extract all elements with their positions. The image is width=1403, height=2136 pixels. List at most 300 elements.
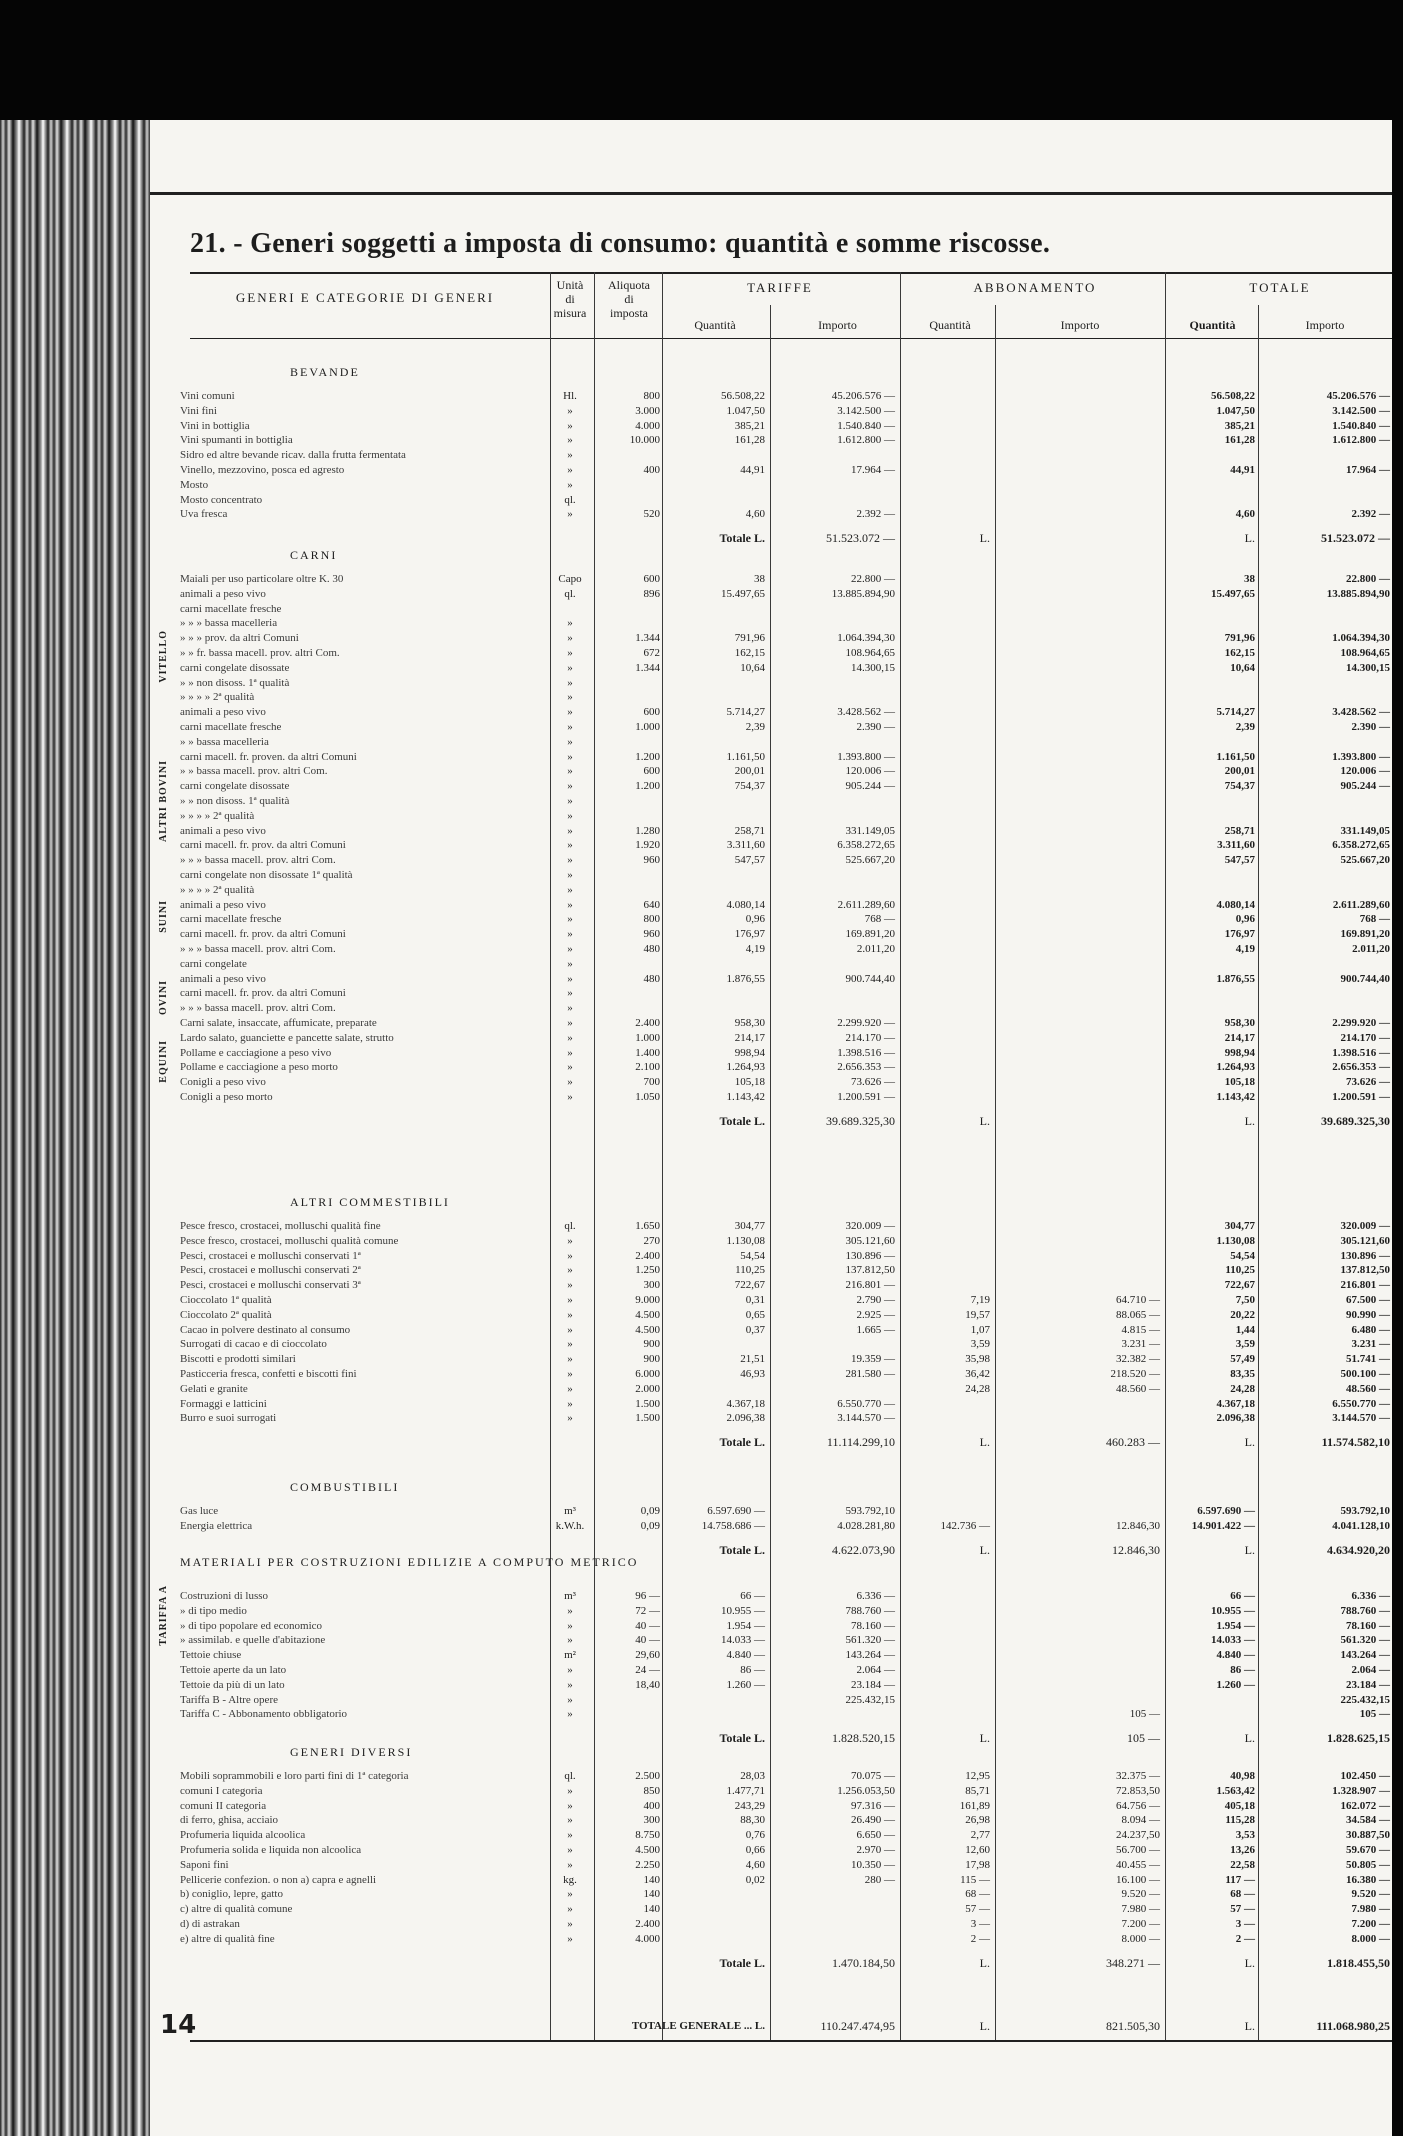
row-cell: 17.964 —: [1346, 464, 1390, 476]
row-cell: 24.237,50: [1116, 1829, 1160, 1842]
row-cell: 4.500: [635, 1844, 660, 1856]
table-row: [150, 972, 1392, 986]
row-cell: 1,07: [970, 1323, 990, 1336]
table-row: [150, 448, 1392, 462]
row-cell: 6.480 —: [1351, 1323, 1390, 1336]
row-label: Mobili soprammobili e loro parti fini di 1ª categoria: [180, 1770, 409, 1782]
table-row: [150, 898, 1392, 912]
row-cell: 547,57: [734, 854, 765, 867]
table-row: [150, 735, 1392, 749]
row-cell: 4,19: [1235, 943, 1255, 955]
row-label: carni congelate disossate: [180, 780, 290, 793]
row-cell: 40.455 —: [1116, 1858, 1160, 1871]
row-cell: 1.398.516 —: [1332, 1046, 1390, 1059]
row-cell: 768 —: [864, 913, 895, 926]
row-cell: 2.299.920 —: [837, 1017, 895, 1029]
row-cell: 22,58: [1230, 1858, 1255, 1871]
row-cell: 46,93: [740, 1368, 765, 1380]
row-cell: 105 —: [1129, 1708, 1160, 1721]
row-label: Profumeria liquida alcoolica: [180, 1829, 306, 1842]
row-cell: 143.264 —: [845, 1649, 895, 1662]
row-label: Maiali per uso particolare oltre K. 30: [180, 573, 344, 585]
row-label: carni macell. fr. proven. da altri Comuni: [180, 750, 357, 763]
row-cell: 102.450 —: [1340, 1770, 1390, 1782]
row-cell: »: [567, 1619, 573, 1632]
table-row: [150, 705, 1392, 719]
section-title: GENERI DIVERSI: [290, 1745, 413, 1759]
row-cell: 3.428.562 —: [1332, 706, 1390, 719]
row-cell: »: [567, 854, 573, 867]
row-cell: 1.650: [635, 1220, 660, 1232]
row-cell: 1.264,93: [726, 1061, 765, 1074]
header-importo-tariffe: Importo: [818, 318, 857, 332]
row-cell: 200,01: [734, 765, 765, 778]
row-cell: 137.812,50: [1340, 1264, 1390, 1277]
row-cell: Capo: [558, 573, 582, 585]
row-cell: 120.006 —: [845, 765, 895, 778]
row-label: » » » bassa macelleria: [180, 617, 278, 630]
row-cell: 64.710 —: [1116, 1294, 1160, 1306]
row-label: Gas luce: [180, 1505, 219, 1517]
row-cell: 1.047,50: [726, 404, 765, 417]
row-cell: 593.792,10: [1340, 1505, 1390, 1517]
row-cell: 896: [643, 587, 660, 600]
row-cell: 300: [643, 1279, 660, 1292]
table-row: [150, 1411, 1392, 1425]
row-cell: 2.925 —: [856, 1308, 895, 1321]
row-cell: 2.790 —: [856, 1294, 895, 1306]
total-cell: 51.523.072 —: [1321, 531, 1390, 546]
row-cell: 791,96: [734, 632, 765, 645]
side-label: EQUINI: [158, 1040, 169, 1083]
row-cell: 1.000: [635, 1031, 660, 1044]
row-cell: 161,89: [959, 1799, 990, 1812]
row-cell: 8.750: [635, 1829, 660, 1842]
table-row: [150, 690, 1392, 704]
row-cell: 6.550.770 —: [1332, 1397, 1390, 1410]
row-cell: 1.130,08: [726, 1234, 765, 1247]
row-cell: 1.161,50: [1216, 750, 1255, 763]
table-row: [150, 1707, 1392, 1721]
row-cell: 9.000: [635, 1294, 660, 1306]
page-number: 14: [160, 2010, 197, 2040]
row-cell: 331.149,05: [845, 824, 895, 837]
row-cell: 8.094 —: [1121, 1814, 1160, 1827]
row-label: » di tipo medio: [180, 1604, 247, 1617]
row-cell: 86 —: [740, 1664, 765, 1676]
row-cell: 18,40: [635, 1678, 660, 1691]
row-cell: 108.964,65: [845, 647, 895, 659]
row-cell: 1.344: [635, 661, 660, 674]
row-cell: 7,50: [1235, 1294, 1255, 1306]
row-cell: 73.626 —: [1346, 1076, 1390, 1089]
row-cell: 480: [643, 943, 660, 955]
total-cell: Totale L.: [719, 1113, 765, 1128]
row-cell: 176,97: [734, 928, 765, 941]
row-cell: 7,19: [970, 1294, 990, 1306]
row-cell: ql.: [564, 1220, 576, 1232]
row-cell: 161,28: [1224, 434, 1255, 447]
row-cell: »: [567, 1678, 573, 1691]
row-cell: 2.392 —: [1351, 508, 1390, 521]
total-cell: L.: [1244, 531, 1255, 546]
row-cell: »: [567, 419, 573, 432]
table-row: [150, 602, 1392, 616]
row-label: carni congelate: [180, 957, 247, 970]
header-abbonamento: ABBONAMENTO: [973, 280, 1097, 295]
row-label: » » » bassa macell. prov. altri Com.: [180, 854, 336, 867]
row-cell: »: [567, 1353, 573, 1366]
row-cell: 4.000: [635, 1932, 660, 1945]
row-cell: 67.500 —: [1346, 1294, 1390, 1306]
row-cell: 50.805 —: [1346, 1858, 1390, 1871]
row-cell: 85,71: [965, 1784, 990, 1797]
row-cell: »: [567, 721, 573, 733]
row-cell: »: [567, 839, 573, 852]
total-cell: 39.689.325,30: [826, 1113, 895, 1128]
row-label: » » fr. bassa macell. prov. altri Com.: [180, 647, 340, 659]
row-cell: 400: [643, 1799, 660, 1812]
table-row: [150, 1263, 1392, 1277]
grand-total-cell: L.: [979, 2019, 990, 2033]
table-row: [150, 1046, 1392, 1060]
header-quantita-tariffe: Quantità: [694, 318, 736, 332]
total-cell: 460.283 —: [1106, 1435, 1160, 1450]
row-cell: 1.954 —: [726, 1619, 765, 1632]
row-cell: 117 —: [1225, 1873, 1255, 1886]
row-cell: »: [567, 1061, 573, 1074]
table-row: [150, 1234, 1392, 1248]
row-cell: 1.398.516 —: [837, 1046, 895, 1059]
row-cell: 6.358.272,65: [1332, 839, 1390, 852]
row-cell: »: [567, 1708, 573, 1721]
row-cell: 4.500: [635, 1308, 660, 1321]
row-cell: 561.320 —: [1340, 1634, 1390, 1647]
row-cell: »: [567, 1279, 573, 1292]
table-row: [150, 1604, 1392, 1618]
row-cell: 115,28: [1225, 1814, 1255, 1827]
row-cell: 2.611.289,60: [837, 898, 895, 911]
row-cell: 6.597.690 —: [707, 1505, 765, 1517]
row-cell: 140: [643, 1903, 660, 1916]
row-cell: »: [567, 1091, 573, 1103]
row-cell: 120.006 —: [1340, 765, 1390, 778]
row-label: Gelati e granite: [180, 1382, 248, 1395]
table-row: [150, 912, 1392, 926]
row-cell: »: [567, 1604, 573, 1617]
row-label: Sidro ed altre bevande ricav. dalla frutta fermentata: [180, 449, 406, 462]
row-label: animali a peso vivo: [180, 898, 266, 911]
row-cell: 958,30: [734, 1017, 765, 1029]
row-cell: »: [567, 1397, 573, 1410]
table-row: [150, 661, 1392, 675]
table-row: [150, 838, 1392, 852]
row-cell: 270: [643, 1234, 660, 1247]
row-cell: 10,64: [740, 661, 765, 674]
table-row: [150, 824, 1392, 838]
row-cell: »: [567, 1918, 573, 1930]
row-cell: 791,96: [1224, 632, 1255, 645]
row-cell: 2.299.920 —: [1332, 1017, 1390, 1029]
row-label: Burro e suoi surrogati: [180, 1412, 277, 1425]
row-cell: 40 —: [635, 1619, 660, 1632]
row-cell: 2.011,20: [856, 943, 895, 955]
row-cell: 1.563,42: [1216, 1784, 1255, 1797]
row-cell: 6.650 —: [856, 1829, 895, 1842]
row-cell: 14.033 —: [1211, 1634, 1255, 1647]
table-row: [150, 419, 1392, 433]
row-cell: 24 —: [635, 1664, 660, 1676]
row-cell: 1.064.394,30: [1332, 632, 1390, 645]
row-cell: 1.264,93: [1216, 1061, 1255, 1074]
row-cell: 3 —: [1235, 1918, 1255, 1930]
row-cell: 1.477,71: [726, 1784, 765, 1797]
row-cell: 51.741 —: [1346, 1353, 1390, 1366]
row-cell: 1.920: [635, 839, 660, 852]
row-cell: »: [567, 809, 573, 822]
table-row: [150, 676, 1392, 690]
table-subhead-rule: [190, 338, 1392, 339]
row-cell: 2.064 —: [1351, 1664, 1390, 1676]
table-row: [150, 1589, 1392, 1603]
row-label: Conigli a peso morto: [180, 1091, 273, 1103]
row-cell: 900: [643, 1338, 660, 1351]
row-cell: 2.656.353 —: [837, 1061, 895, 1074]
row-cell: 593.792,10: [845, 1505, 895, 1517]
grand-total-cell: TOTALE GENERALE ... L.: [631, 2020, 765, 2032]
row-cell: 320.009 —: [1340, 1220, 1390, 1232]
row-cell: 97.316 —: [851, 1799, 895, 1812]
row-cell: 4.080,14: [1216, 898, 1255, 911]
table-row: [150, 750, 1392, 764]
row-label: » » non disoss. 1ª qualità: [180, 676, 290, 689]
row-cell: 32.382 —: [1116, 1353, 1160, 1366]
row-cell: 56.508,22: [1211, 390, 1255, 402]
row-label: b) coniglio, lepre, gatto: [180, 1888, 283, 1901]
row-cell: 4.367,18: [1216, 1397, 1255, 1410]
table-row: [150, 631, 1392, 645]
row-cell: »: [567, 1002, 573, 1015]
row-label: » » bassa macell. prov. altri Com.: [180, 765, 328, 778]
row-cell: 88,30: [740, 1814, 765, 1827]
row-label: Mosto: [180, 478, 209, 491]
row-cell: 72 —: [635, 1604, 660, 1617]
row-label: animali a peso vivo: [180, 972, 266, 985]
row-cell: 9.520 —: [1121, 1888, 1160, 1901]
row-cell: »: [567, 928, 573, 941]
section-total-row: [150, 1434, 1392, 1450]
row-cell: 10,64: [1230, 661, 1255, 674]
row-cell: 225.432,15: [1340, 1693, 1390, 1706]
row-cell: 600: [643, 573, 660, 585]
grand-total-cell: L.: [1244, 2019, 1255, 2033]
row-cell: »: [567, 1294, 573, 1306]
row-cell: 35,98: [965, 1353, 990, 1366]
row-cell: 14.033 —: [721, 1634, 765, 1647]
total-cell: L.: [1244, 1955, 1255, 1970]
table-row: [150, 1887, 1392, 1901]
row-cell: 137.812,50: [845, 1264, 895, 1277]
row-cell: 140: [643, 1873, 660, 1886]
row-cell: 105,18: [734, 1076, 765, 1089]
row-cell: 1.876,55: [726, 972, 765, 985]
table-row: [150, 507, 1392, 521]
row-cell: 2.096,38: [1216, 1412, 1255, 1425]
row-cell: 4.815 —: [1121, 1323, 1160, 1336]
row-cell: 40,98: [1230, 1770, 1255, 1782]
row-label: Tettoie aperte da un lato: [180, 1664, 287, 1676]
total-cell: L.: [1244, 1731, 1255, 1746]
row-cell: 4,60: [745, 1858, 765, 1871]
row-cell: 10.000: [629, 434, 660, 447]
row-cell: 7.200 —: [1351, 1918, 1390, 1930]
total-cell: 4.634.920,20: [1327, 1542, 1390, 1557]
row-cell: 218.520 —: [1110, 1368, 1160, 1380]
row-cell: m³: [564, 1505, 576, 1517]
total-cell: 11.574.582,10: [1321, 1435, 1390, 1450]
row-cell: 3.142.500 —: [1332, 404, 1390, 417]
row-cell: 6.336 —: [1351, 1590, 1390, 1602]
row-cell: 96 —: [635, 1590, 660, 1602]
row-cell: 1.540.840 —: [837, 419, 895, 432]
row-cell: 130.896 —: [1340, 1249, 1390, 1262]
row-cell: 3.144.570 —: [1332, 1412, 1390, 1425]
section-title: ALTRI COMMESTIBILI: [290, 1195, 450, 1209]
row-cell: 2.390 —: [856, 721, 895, 733]
row-label: Surrogati di cacao e di cioccolato: [180, 1338, 327, 1351]
row-label: c) altre di qualità comune: [180, 1903, 293, 1916]
row-cell: 15.497,65: [1211, 587, 1255, 600]
row-cell: 200,01: [1224, 765, 1255, 778]
row-label: carni congelate disossate: [180, 661, 290, 674]
row-cell: 385,21: [734, 419, 765, 432]
row-cell: »: [567, 1308, 573, 1321]
row-cell: 45.206.576 —: [1326, 390, 1390, 402]
row-label: Mosto concentrato: [180, 493, 263, 506]
row-cell: 500.100 —: [1340, 1368, 1390, 1380]
row-cell: 59.670 —: [1346, 1844, 1390, 1856]
row-cell: »: [567, 404, 573, 417]
grand-total-row: [150, 2018, 1392, 2034]
row-cell: 48.560 —: [1346, 1382, 1390, 1395]
row-cell: 19,57: [965, 1308, 990, 1321]
row-cell: 48.560 —: [1116, 1382, 1160, 1395]
table-row: [150, 389, 1392, 403]
row-cell: 1.280: [635, 824, 660, 837]
row-cell: 1.200: [635, 750, 660, 763]
total-cell: L.: [979, 1542, 990, 1557]
row-cell: 140: [643, 1888, 660, 1901]
row-cell: »: [567, 1829, 573, 1842]
row-cell: 1.256.053,50: [837, 1784, 895, 1797]
row-cell: 385,21: [1224, 419, 1255, 432]
row-label: Cacao in polvere destinato al consumo: [180, 1323, 351, 1336]
row-cell: 26.490 —: [851, 1814, 895, 1827]
row-cell: 2.096,38: [726, 1412, 765, 1425]
row-cell: 1.200.591 —: [837, 1091, 895, 1103]
row-cell: 12.846,30: [1116, 1519, 1160, 1532]
row-cell: 57 —: [965, 1903, 990, 1916]
row-cell: 1.200: [635, 780, 660, 793]
row-cell: 258,71: [1224, 824, 1255, 837]
row-cell: 3.142.500 —: [837, 404, 895, 417]
row-cell: 23.184 —: [1346, 1678, 1390, 1691]
row-cell: 14.300,15: [851, 661, 895, 674]
row-cell: 525.667,20: [845, 854, 895, 867]
row-cell: 68 —: [965, 1888, 990, 1901]
row-cell: 0,96: [745, 913, 765, 926]
table-row: [150, 1090, 1392, 1104]
row-cell: 754,37: [734, 780, 765, 793]
row-cell: 4.840 —: [726, 1649, 765, 1662]
side-label: SUINI: [158, 900, 169, 933]
row-cell: 54,54: [1230, 1249, 1255, 1262]
row-cell: »: [567, 617, 573, 630]
row-cell: 850: [643, 1784, 660, 1797]
row-cell: 905.244 —: [845, 780, 895, 793]
row-cell: 998,94: [1224, 1046, 1255, 1059]
row-cell: 520: [643, 508, 660, 521]
row-label: comuni I categoria: [180, 1784, 263, 1797]
table-row: [150, 1352, 1392, 1366]
row-cell: 4.367,18: [726, 1397, 765, 1410]
row-cell: 280 —: [864, 1873, 895, 1886]
scan-right-edge: [1392, 120, 1403, 2136]
row-label: Lardo salato, guanciette e pancette salate, strutto: [180, 1031, 394, 1044]
table-row: [150, 404, 1392, 418]
header-quantita-totale: Quantità: [1189, 318, 1236, 332]
row-cell: »: [567, 1382, 573, 1395]
row-label: » » » » 2ª qualità: [180, 883, 255, 896]
row-cell: 281.580 —: [845, 1368, 895, 1380]
table-row: [150, 927, 1392, 941]
row-label: animali a peso vivo: [180, 587, 266, 600]
row-cell: 17.964 —: [851, 464, 895, 476]
row-cell: »: [567, 464, 573, 476]
row-label: Saponi fini: [180, 1858, 229, 1871]
table-head-rule: [190, 272, 1392, 274]
row-cell: k.W.h.: [555, 1519, 585, 1532]
row-cell: 547,57: [1224, 854, 1255, 867]
grand-total-cell: 111.068.980,25: [1316, 2019, 1390, 2033]
row-cell: 2,39: [745, 721, 765, 733]
table-row: [150, 1278, 1392, 1292]
table-row: [150, 1902, 1392, 1916]
row-cell: 640: [643, 898, 660, 911]
row-cell: 1.260 —: [726, 1678, 765, 1691]
scan-top-margin: [0, 0, 1403, 120]
section-total-row: [150, 530, 1392, 546]
row-cell: 3.000: [635, 404, 660, 417]
row-cell: 2.656.353 —: [1332, 1061, 1390, 1074]
row-cell: 2,77: [970, 1829, 990, 1842]
grand-total-cell: 821.505,30: [1106, 2019, 1160, 2033]
row-cell: »: [567, 750, 573, 763]
total-cell: 1.828.625,15: [1327, 1731, 1390, 1746]
row-cell: 90.990 —: [1346, 1308, 1390, 1321]
row-cell: m³: [564, 1590, 576, 1602]
row-cell: »: [567, 1634, 573, 1647]
row-cell: 9.520 —: [1351, 1888, 1390, 1901]
row-cell: 4.041.128,10: [1332, 1519, 1390, 1532]
row-label: carni congelate non disossate 1ª qualità: [180, 869, 353, 881]
table-row: [150, 1813, 1392, 1827]
row-cell: 331.149,05: [1340, 824, 1390, 837]
row-cell: 1,44: [1235, 1323, 1255, 1336]
row-label: e) altre di qualità fine: [180, 1932, 275, 1945]
row-cell: 4.080,14: [726, 898, 765, 911]
table-row: [150, 1219, 1392, 1233]
